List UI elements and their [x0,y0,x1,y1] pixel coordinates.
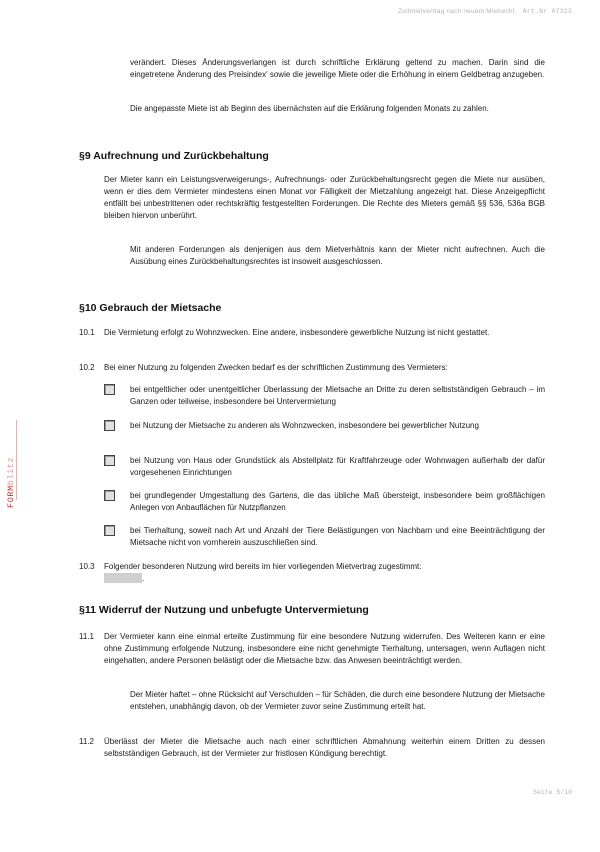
brand-name-part1: FORM [6,485,16,508]
checkbox-sublet[interactable] [104,384,115,395]
article-number: Art.Nr 07323 [522,8,572,15]
intro-paragraph-1: verändert. Dieses Änderungsverlangen ist durch schriftliche Erklärung geltend zu machen. Darin sind die eingetretene Änderung des Preisindex' sowie die jeweilige Miete oder die Erhöhung in einem Geldbetrag anzugeben. [130,58,545,79]
page-number: Seite 5/10 [532,789,572,796]
clause-number-10-2: 10.2 [79,363,95,372]
option-sublet: bei entgeltlicher oder unentgeltlicher Überlassung der Mietsache an Dritte zu deren selbstständigen Gebrauch – im Ganzen oder teilweise, insbesondere bei Untervermietung [130,385,545,406]
clause-number-11-1: 11.1 [79,632,94,641]
checkbox-commercial-use[interactable] [104,420,115,431]
approved-use-input[interactable] [104,573,142,583]
clause-number-10-3: 10.3 [79,562,95,571]
section-9-paragraph-1: Der Mieter kann ein Leistungsverweigerungs-, Aufrechnungs- oder Zurückbehaltungsrecht gegen die Miete nur ausüben, wenn er dies dem Vermieter mindestens einen Monat vor Fälligkeit der Mietzahlung angezeigt hat. Diese Anzeigepflicht entfällt bei unbestrittenen oder rechtskräftig festgestellten Forderungen. Die Rechte des Mieters gemäß §§ 536, 536a BGB bleiben hiervon unberührt. [104,175,545,220]
checkbox-pets[interactable] [104,525,115,536]
clause-text-11-1b: Der Mieter haftet – ohne Rücksicht auf Verschulden – für Schäden, die durch eine besondere Nutzung der Mietsache entstehen, unabhängig davon, ob der Vermieter zuvor seine Zustimmung erteilt hat. [130,690,545,711]
brand-name-part2: blitz [6,456,16,486]
clause-number-11-2: 11.2 [79,737,94,746]
clause-text-10-1: Die Vermietung erfolgt zu Wohnzwecken. Eine andere, insbesondere gewerbliche Nutzung ist nicht gestattet. [104,328,490,337]
document-title: Zeitmietvertrag nach neuem Mietrecht [398,8,515,15]
intro-paragraph-2: Die angepasste Miete ist ab Beginn des übernächsten auf die Erklärung folgenden Monats zu zahlen. [130,104,489,113]
section-11-heading: §11 Widerruf der Nutzung und unbefugte Untervermietung [79,604,369,616]
clause-number-10-1: 10.1 [79,328,95,337]
option-parking: bei Nutzung von Haus oder Grundstück als Abstellplatz für Kraftfahrzeuge oder Wohnwagen außerhalb der dafür vorgesehenen Einrichtungen [130,456,545,477]
option-commercial-use: bei Nutzung der Mietsache zu anderen als Wohnzwecken, insbesondere bei gewerblicher Nutzung [130,421,479,430]
clause-text-11-1a: Der Vermieter kann eine einmal erteilte Zustimmung für eine besondere Nutzung widerrufen. Des Weiteren kann er eine ohne Zustimmung erfolgende Nutzung, insbesondere eine nicht genehmigte Tierhaltung, untersagen, wenn Auflagen nicht eingehalten, andere Personen belästigt oder die Mietsache bzw. das Anwesen beeinträchtigt werden. [104,632,545,665]
option-pets: bei Tierhaltung, soweit nach Art und Anzahl der Tiere Belästigungen von Nachbarn und eine Beeinträchtigung der Mietsache nicht von vornherein auszuschließen sind. [130,526,545,547]
section-10-heading: §10 Gebrauch der Mietsache [79,302,222,314]
clause-text-11-2: Überlässt der Mieter die Mietsache auch nach einer schriftlichen Abmahnung weiterhin einem Dritten zu dessen selbstständigen Gebrauch, ist der Vermieter zur fristlosen Kündigung berechtigt. [104,737,545,758]
checkbox-garden[interactable] [104,490,115,501]
brand-logo [6,420,18,510]
clause-text-10-2: Bei einer Nutzung zu folgenden Zwecken bedarf es der schriftlichen Zustimmung des Vermieters: [104,363,448,372]
section-9-heading: §9 Aufrechnung und Zurückbehaltung [79,150,269,162]
section-9-paragraph-2: Mit anderen Forderungen als denjenigen aus dem Mietverhältnis kann der Mieter nicht aufrechnen. Auch die Ausübung eines Zurückbehaltungsrechtes ist insoweit ausgeschlossen. [130,245,545,266]
clause-text-10-3: Folgender besonderen Nutzung wird bereits im hier vorliegenden Mietvertrag zugestimmt: . [104,562,422,583]
checkbox-parking[interactable] [104,455,115,466]
brand-divider [16,420,17,500]
option-garden: bei grundlegender Umgestaltung des Gartens, die das übliche Maß übersteigt, insbesondere beim großflächigen Anlegen von Anbauflächen für Nutzpflanzen [130,491,545,512]
page-header [398,8,572,15]
